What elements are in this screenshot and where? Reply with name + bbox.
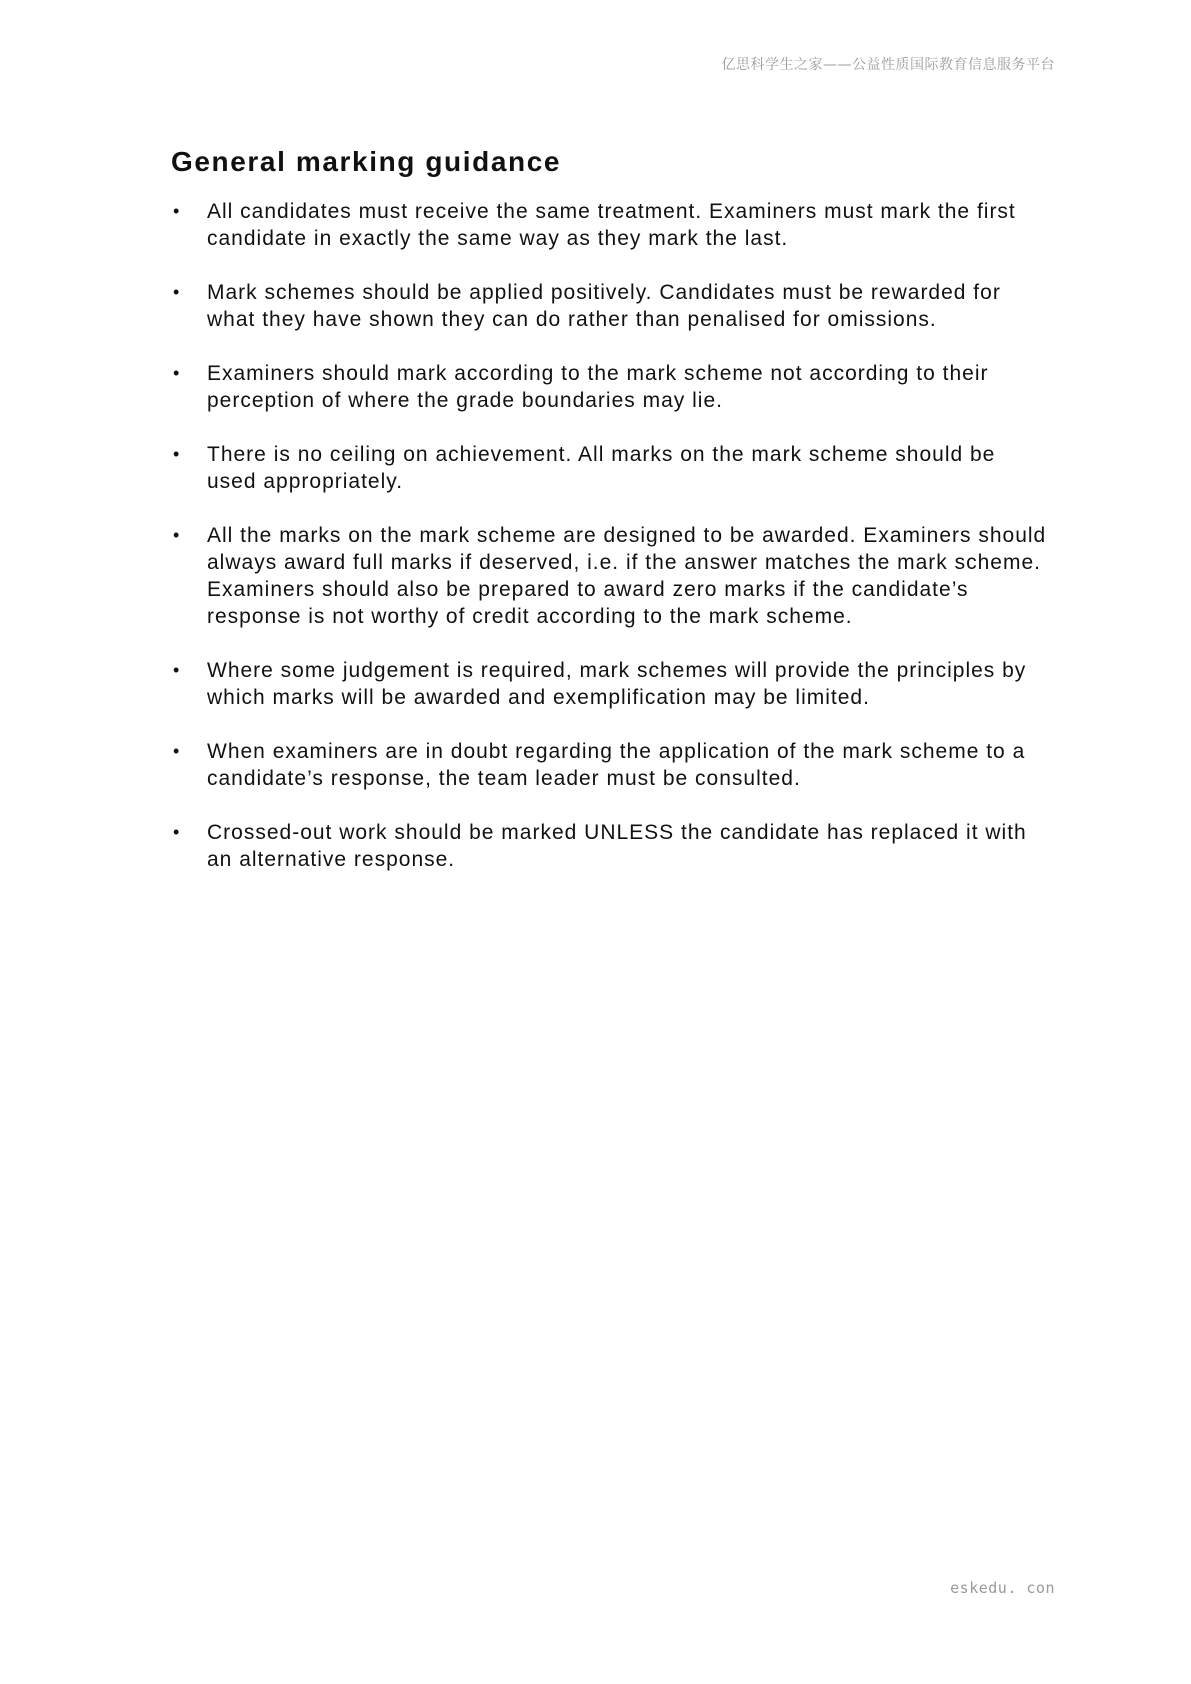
guidance-text: Examiners should mark according to the mark scheme not according to their perception of where the grade boundaries may lie. xyxy=(207,362,989,412)
bullet-icon: • xyxy=(173,282,181,302)
guidance-item xyxy=(171,441,1051,495)
guidance-item xyxy=(171,279,1051,333)
guidance-item xyxy=(171,657,1051,711)
page-title: General marking guidance xyxy=(171,146,562,177)
guidance-item xyxy=(171,360,1051,414)
guidance-item xyxy=(171,738,1051,792)
guidance-text: All the marks on the mark scheme are designed to be awarded. Examiners should always award full marks if deserved, i.e. if the answer matches the mark scheme. Examiners should also be prepared to award zero marks if the candidate’s response is not worthy of credit according to the mark scheme. xyxy=(207,524,1047,628)
bullet-icon: • xyxy=(173,525,181,545)
bullet-icon: • xyxy=(173,444,181,464)
guidance-list xyxy=(171,198,1051,900)
guidance-item xyxy=(171,522,1051,630)
bullet-icon: • xyxy=(173,660,181,680)
guidance-text: There is no ceiling on achievement. All marks on the mark scheme should be used appropriately. xyxy=(207,443,996,493)
header-watermark: 亿思科学生之家——公益性质国际教育信息服务平台 xyxy=(721,57,1055,73)
guidance-text: Where some judgement is required, mark schemes will provide the principles by which marks will be awarded and exemplification may be limited. xyxy=(207,659,1027,709)
guidance-text: All candidates must receive the same treatment. Examiners must mark the first candidate in exactly the same way as they mark the last. xyxy=(207,200,1016,250)
guidance-text: Crossed-out work should be marked UNLESS the candidate has replaced it with an alternative response. xyxy=(207,821,1027,871)
guidance-text: Mark schemes should be applied positively. Candidates must be rewarded for what they have shown they can do rather than penalised for omissions. xyxy=(207,281,1001,331)
guidance-text: When examiners are in doubt regarding the application of the mark scheme to a candidate’s response, the team leader must be consulted. xyxy=(207,740,1026,790)
guidance-item xyxy=(171,819,1051,873)
guidance-item xyxy=(171,198,1051,252)
bullet-icon: • xyxy=(173,363,181,383)
bullet-icon: • xyxy=(173,741,181,761)
bullet-icon: • xyxy=(173,822,181,842)
bullet-icon: • xyxy=(173,201,181,221)
footer-watermark: eskedu. con xyxy=(950,1579,1055,1597)
